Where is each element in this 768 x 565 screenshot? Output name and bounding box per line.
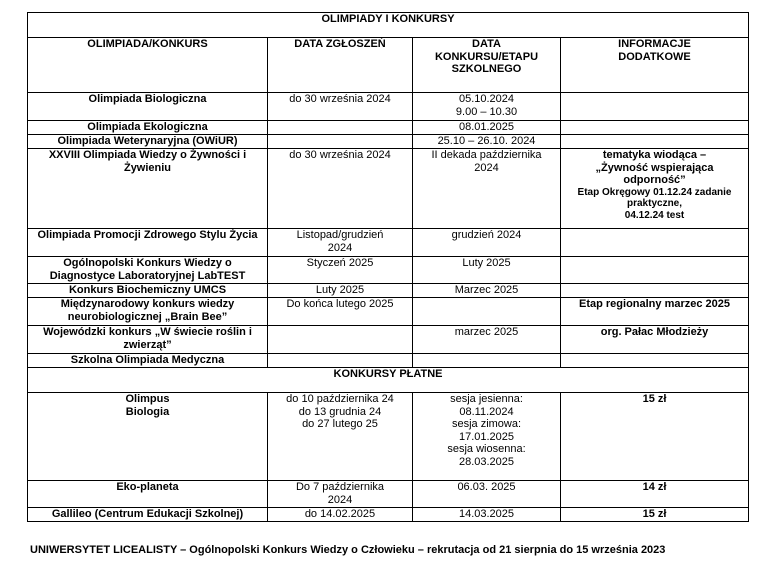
row-info xyxy=(561,229,749,257)
row-name: Szkolna Olimpiada Medyczna xyxy=(28,354,268,368)
header-competition-date: DATA KONKURSU/ETAPU SZKOLNEGO xyxy=(413,38,561,93)
row-date: 25.10 – 26.10. 2024 xyxy=(413,135,561,149)
table-row xyxy=(28,481,749,508)
header-row xyxy=(28,38,749,93)
table-row xyxy=(28,393,749,481)
paid-row-name: Gallileo (Centrum Edukacji Szkolnej) xyxy=(28,508,268,522)
row-name: Konkurs Biochemiczny UMCS xyxy=(28,284,268,298)
row-registration: Do końca lutego 2025 xyxy=(268,298,413,326)
table-row xyxy=(28,298,749,326)
paid-row-date: sesja jesienna: 08.11.2024 sesja zimowa: 17.01.2025 sesja wiosenna: 28.03.2025 xyxy=(413,393,561,481)
table-row xyxy=(28,284,749,298)
row-registration xyxy=(268,326,413,354)
header-registration-date: DATA ZGŁOSZEŃ xyxy=(268,38,413,93)
row-info: Etap regionalny marzec 2025 xyxy=(561,298,749,326)
row-name: Międzynarodowy konkurs wiedzy neurobiologicznej „Brain Bee” xyxy=(28,298,268,326)
header-additional-info: INFORMACJE DODATKOWE xyxy=(561,38,749,93)
table-row xyxy=(28,135,749,149)
row-date xyxy=(413,298,561,326)
row-info xyxy=(561,149,749,229)
row-info xyxy=(561,257,749,284)
row-name: Olimpiada Promocji Zdrowego Stylu Życia xyxy=(28,229,268,257)
competitions-table xyxy=(27,12,749,522)
row-info xyxy=(561,121,749,135)
row-name: XXVIII Olimpiada Wiedzy o Żywności i Żywieniu xyxy=(28,149,268,229)
info-stage-details: Etap Okręgowy 01.12.24 zadanie praktyczne, 04.12.24 test xyxy=(577,186,732,221)
table-title: OLIMPIADY I KONKURSY xyxy=(28,13,749,38)
paid-row-date: 14.03.2025 xyxy=(413,508,561,522)
row-date: Luty 2025 xyxy=(413,257,561,284)
row-registration: Luty 2025 xyxy=(268,284,413,298)
row-date: marzec 2025 xyxy=(413,326,561,354)
paid-row-name: Eko-planeta xyxy=(28,481,268,508)
table-row xyxy=(28,149,749,229)
row-info xyxy=(561,354,749,368)
paid-row-fee: 15 zł xyxy=(561,508,749,522)
paid-row-name: Olimpus Biologia xyxy=(28,393,268,481)
paid-row-registration: do 10 października 24 do 13 grudnia 24 do 27 lutego 25 xyxy=(268,393,413,481)
row-registration: do 30 września 2024 xyxy=(268,93,413,121)
row-date: Marzec 2025 xyxy=(413,284,561,298)
table-row xyxy=(28,257,749,284)
table-row xyxy=(28,121,749,135)
row-info xyxy=(561,284,749,298)
info-theme: tematyka wiodąca – „Żywność wspierająca odporność” xyxy=(595,149,714,186)
row-name: Olimpiada Ekologiczna xyxy=(28,121,268,135)
paid-row-registration: Do 7 października 2024 xyxy=(268,481,413,508)
row-registration xyxy=(268,135,413,149)
footer-note: UNIWERSYTET LICEALISTY – Ogólnopolski Konkurs Wiedzy o Człowieku – rekrutacja od 21 sierpnia do 15 września 2023 xyxy=(30,544,666,556)
row-date: II dekada października 2024 xyxy=(413,149,561,229)
row-registration xyxy=(268,354,413,368)
table-row xyxy=(28,326,749,354)
row-name: Ogólnopolski Konkurs Wiedzy o Diagnostyce Laboratoryjnej LabTEST xyxy=(28,257,268,284)
header-competition: OLIMPIADA/KONKURS xyxy=(28,38,268,93)
paid-row-registration: do 14.02.2025 xyxy=(268,508,413,522)
table-row xyxy=(28,229,749,257)
paid-row-fee: 14 zł xyxy=(561,481,749,508)
row-name: Wojewódzki konkurs „W świecie roślin i zwierząt” xyxy=(28,326,268,354)
row-registration xyxy=(268,121,413,135)
row-info xyxy=(561,135,749,149)
row-date: 08.01.2025 xyxy=(413,121,561,135)
row-date: 05.10.2024 9.00 – 10.30 xyxy=(413,93,561,121)
row-name: Olimpiada Weterynaryjna (OWiUR) xyxy=(28,135,268,149)
row-registration: do 30 września 2024 xyxy=(268,149,413,229)
paid-row-fee: 15 zł xyxy=(561,393,749,481)
title-row xyxy=(28,13,749,38)
paid-section-title: KONKURSY PŁATNE xyxy=(28,368,749,393)
row-date: grudzień 2024 xyxy=(413,229,561,257)
table-row xyxy=(28,354,749,368)
paid-title-row xyxy=(28,368,749,393)
table-row xyxy=(28,508,749,522)
row-date xyxy=(413,354,561,368)
row-registration: Styczeń 2025 xyxy=(268,257,413,284)
row-registration: Listopad/grudzień 2024 xyxy=(268,229,413,257)
row-info: org. Pałac Młodzieży xyxy=(561,326,749,354)
paid-row-date: 06.03. 2025 xyxy=(413,481,561,508)
table-row xyxy=(28,93,749,121)
row-name: Olimpiada Biologiczna xyxy=(28,93,268,121)
row-info xyxy=(561,93,749,121)
